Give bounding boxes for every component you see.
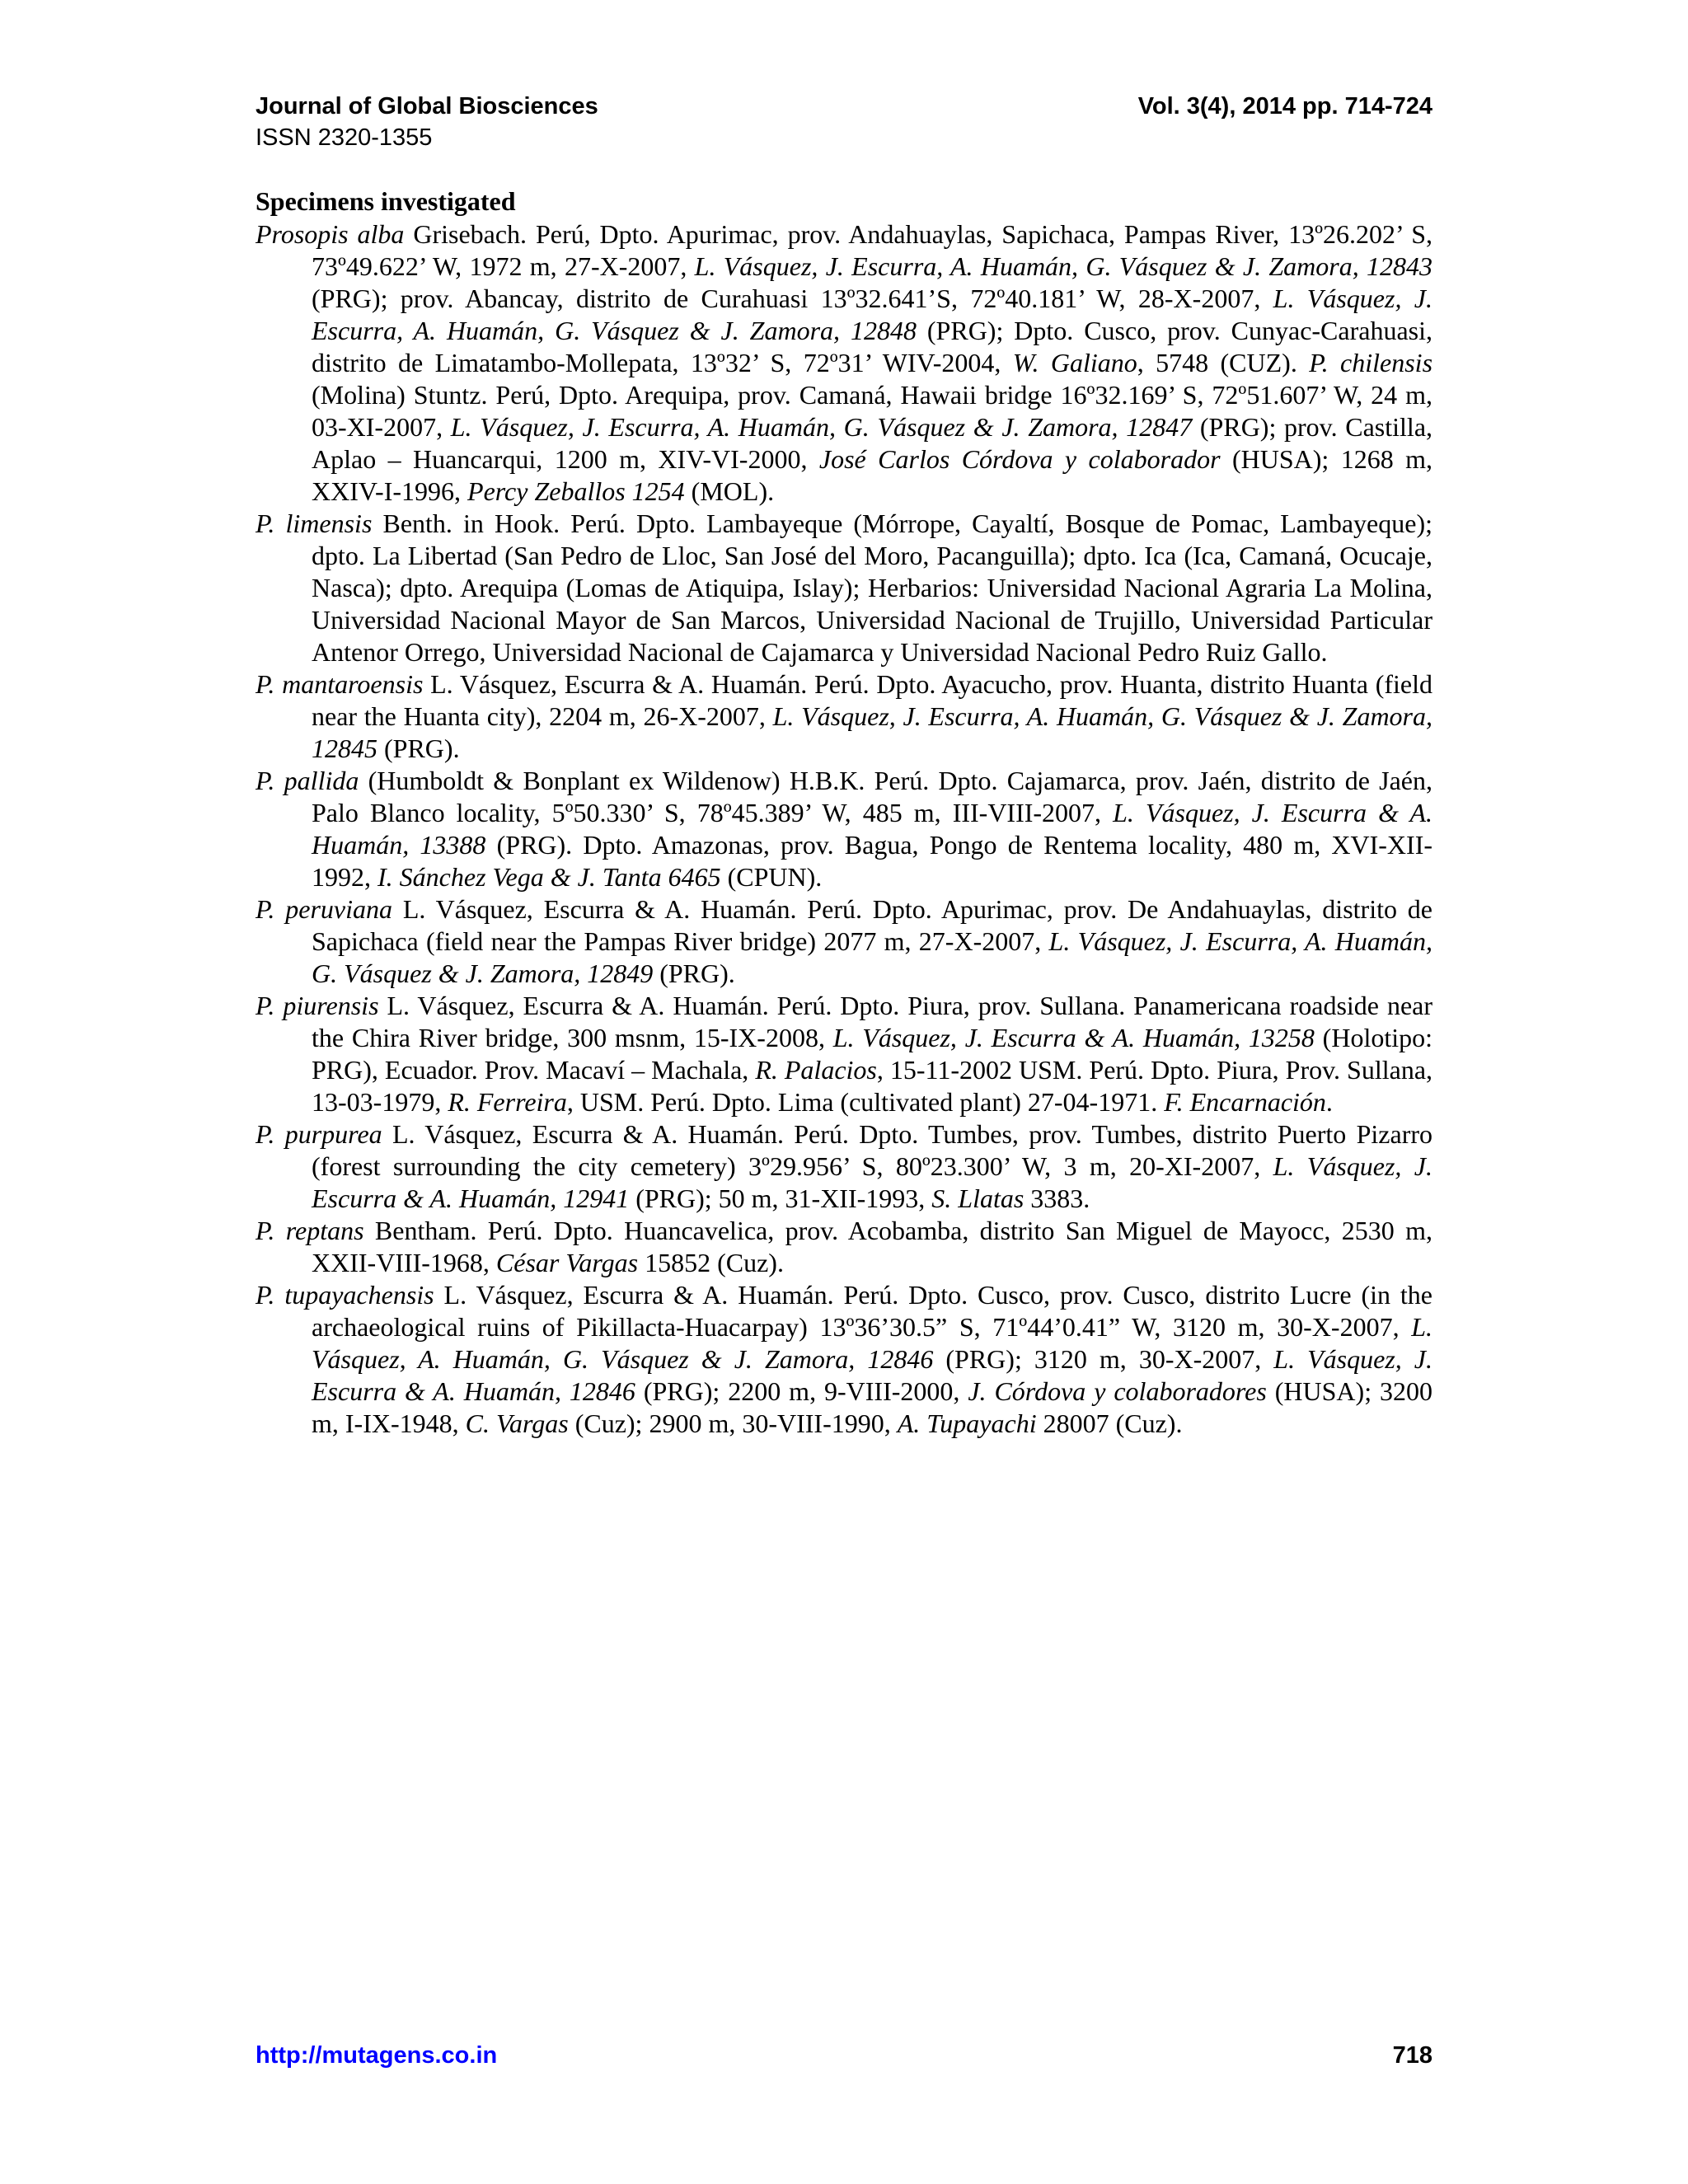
italic-text: P. reptans xyxy=(256,1216,364,1245)
italic-text: L. Vásquez, A. Huamán, G. Vásquez & J. Zamora, 12846 xyxy=(312,1312,1432,1374)
specimen-entry xyxy=(256,990,1432,1118)
italic-text: L. Vásquez, J. Escurra & A. Huamán, 13258 xyxy=(832,1023,1315,1052)
specimen-entry xyxy=(256,893,1432,990)
italic-text: J. Córdova y colaboradores xyxy=(968,1376,1267,1406)
italic-text: P. pallida xyxy=(256,766,359,795)
entry-text: L. Vásquez, Escurra & A. Huamán. Perú. Dpto. Piura, prov. Sullana. Panamericana roadside near the Chira River bridge, 300 msnm, 15-IX-2008, xyxy=(312,991,1433,1052)
entry-text: (PRG); 3120 m, 30-X-2007, xyxy=(933,1344,1274,1374)
italic-text: P. piurensis xyxy=(256,991,379,1020)
entry-text: (Humboldt & Bonplant ex Wildenow) H.B.K. Perú. Dpto. Cajamarca, prov. Jaén, distrito de Jaén, Palo Blanco locality, 5º50.330’ S, 78º45.389’ W, 485 m, III-VIII-2007, xyxy=(312,766,1433,827)
volume-info: Vol. 3(4), 2014 pp. 714-724 xyxy=(1137,93,1432,120)
entry-text: (Cuz); 2900 m, 30-VIII-1990, xyxy=(568,1408,898,1438)
italic-text: P. chilensis xyxy=(1309,348,1433,377)
entry-text: (PRG); Dpto. Cusco, prov. Cunyac-Carahuasi, distrito de Limatambo-Mollepata, 13º32’ S, 72º31’ WIV-2004, xyxy=(312,316,1433,377)
main-content xyxy=(256,185,1432,1440)
entry-text: Grisebach. Perú, Dpto. Apurimac, prov. Andahuaylas, Sapichaca, Pampas River, 13º26.202’ S, 73º49.622’ W, 1972 m, 27-X-2007, xyxy=(312,219,1433,281)
entry-text: Benth. in Hook. Perú. Dpto. Lambayeque (Mórrope, Cayaltí, Bosque de Pomac, Lambayeque); dpto. La Libertad (San Pedro de Lloc, San José del Moro, Pacanguilla); dpto. Ica (Ica, Camaná, Ocucaje, Nasca); dpto. Arequipa (Lomas de Atiquipa, Islay); Herbarios: Universidad Nacional Agraria La Molina, Universidad Nacional Mayor de San Marcos, Universidad Nacional de Trujillo, Universidad Particular Antenor Orrego, Universidad Nacional de Cajamarca y Universidad Nacional Pedro Ruiz Gallo. xyxy=(312,509,1433,667)
italic-text: C. Vargas xyxy=(465,1408,569,1438)
italic-text: L. Vásquez, J. Escurra, A. Huamán, G. Vásquez & J. Zamora, 12849 xyxy=(312,926,1433,988)
entry-text: 3383. xyxy=(1024,1183,1090,1213)
entry-text: (Holotipo: PRG), Ecuador. Prov. Macaví – Machala, xyxy=(312,1023,1432,1085)
header-row xyxy=(256,91,1432,122)
entry-text: (CPUN). xyxy=(720,862,823,892)
entry-text: L. Vásquez, Escurra & A. Huamán. Perú. Dpto. Ayacucho, prov. Huanta, distrito Huanta (field near the Huanta city), 2204 m, 26-X-2007, xyxy=(312,669,1432,731)
entry-text: L. Vásquez, Escurra & A. Huamán. Perú. Dpto. Cusco, prov. Cusco, distrito Lucre (in the archaeological ruins of Pikillacta-Huacarpay) 13º36’30.5” S, 71º44’0.41” W, 3120 m, 30-X-2007, xyxy=(312,1280,1433,1342)
page-footer xyxy=(256,2042,1432,2069)
italic-text: L. Vásquez, J. Escurra, A. Huamán, G. Vásquez & J. Zamora, 12848 xyxy=(312,284,1432,345)
entry-text: (PRG). xyxy=(377,733,460,763)
specimen-entry xyxy=(256,1118,1432,1215)
entry-text: (MOL). xyxy=(684,476,775,506)
specimen-entry xyxy=(256,668,1432,765)
italic-text: I. Sánchez Vega & J. Tanta 6465 xyxy=(377,862,721,892)
entry-text: L. Vásquez, Escurra & A. Huamán. Perú. Dpto. Apurimac, prov. De Andahuaylas, distrito de Sapichaca (field near the Pampas River bridge) 2077 m, 27-X-2007, xyxy=(312,894,1432,956)
specimen-list xyxy=(256,218,1432,1440)
italic-text: José Carlos Córdova y colaborador xyxy=(818,444,1221,474)
italic-text: P. peruviana xyxy=(256,894,392,924)
italic-text: L. Vásquez, J. Escurra & A. Huamán, 13388 xyxy=(312,798,1433,860)
italic-text: L. Vásquez, J. Escurra & A. Huamán, 12941 xyxy=(312,1151,1433,1213)
section-title: Specimens investigated xyxy=(256,186,516,216)
italic-text: P. tupayachensis xyxy=(256,1280,434,1310)
italic-text: P. limensis xyxy=(256,509,373,538)
entry-text: , 5748 (CUZ). xyxy=(1137,348,1310,377)
specimen-entry xyxy=(256,218,1432,508)
italic-text: L. Vásquez, J. Escurra & A. Huamán, 12846 xyxy=(312,1344,1433,1406)
italic-text: César Vargas xyxy=(495,1248,639,1277)
specimen-entry xyxy=(256,1279,1432,1440)
issn: ISSN 2320-1355 xyxy=(256,124,433,151)
italic-text: P. purpurea xyxy=(256,1119,382,1149)
entry-text: 15852 (Cuz). xyxy=(638,1248,784,1277)
italic-text: P. mantaroensis xyxy=(256,669,424,699)
page-number: 718 xyxy=(1392,2042,1432,2069)
entry-text: (PRG); 50 m, 31-XII-1993, xyxy=(629,1183,932,1213)
entry-text: (PRG); 2200 m, 9-VIII-2000, xyxy=(635,1376,968,1406)
entry-text: (PRG). xyxy=(653,958,735,988)
specimen-entry xyxy=(256,765,1432,893)
entry-text: (HUSA); 3200 m, I-IX-1948, xyxy=(312,1376,1433,1438)
entry-text: (Molina) Stuntz. Perú, Dpto. Arequipa, prov. Camaná, Hawaii bridge 16º32.169’ S, 72º51.607’ W, 24 m, 03-XI-2007, xyxy=(312,380,1432,442)
entry-text: . xyxy=(1325,1087,1333,1117)
entry-text: , 15-11-2002 USM. Perú. Dpto. Piura, Prov. Sullana, 13-03-1979, xyxy=(312,1055,1433,1117)
entry-text: Bentham. Perú. Dpto. Huancavelica, prov. Acobamba, distrito San Miguel de Mayocc, 2530 m, XXII-VIII-1968, xyxy=(312,1216,1433,1277)
italic-text: L. Vásquez, J. Escurra, A. Huamán, G. Vásquez & J. Zamora, 12847 xyxy=(450,412,1193,442)
italic-text: A. Tupayachi xyxy=(897,1408,1037,1438)
specimen-entry xyxy=(256,1215,1432,1279)
specimen-entry xyxy=(256,508,1432,668)
entry-text: (PRG); prov. Abancay, distrito de Curahuasi 13º32.641’S, 72º40.181’ W, 28-X-2007, xyxy=(312,284,1273,313)
italic-text: S. Llatas xyxy=(931,1183,1025,1213)
italic-text: Percy Zeballos 1254 xyxy=(467,476,685,506)
page-header xyxy=(256,91,1432,153)
entry-text: , USM. Perú. Dpto. Lima (cultivated plant) 27-04-1971. xyxy=(566,1087,1165,1117)
italic-text: L. Vásquez, J. Escurra, A. Huamán, G. Vásquez & J. Zamora, 12843 xyxy=(694,251,1433,281)
italic-text: R. Ferreira xyxy=(448,1087,567,1117)
entry-text: (PRG). Dpto. Amazonas, prov. Bagua, Pongo de Rentema locality, 480 m, XVI-XII-1992, xyxy=(312,830,1433,892)
entry-text: (PRG); prov. Castilla, Aplao – Huancarqui, 1200 m, XIV-VI-2000, xyxy=(312,412,1433,474)
italic-text: F. Encarnación xyxy=(1164,1087,1326,1117)
italic-text: Prosopis alba xyxy=(256,219,405,249)
journal-title: Journal of Global Biosciences xyxy=(256,93,598,120)
entry-text: 28007 (Cuz). xyxy=(1036,1408,1183,1438)
italic-text: R. Palacios xyxy=(755,1055,877,1085)
italic-text: W. Galiano xyxy=(1012,348,1137,377)
entry-text: (HUSA); 1268 m, XXIV-I-1996, xyxy=(312,444,1433,506)
italic-text: L. Vásquez, J. Escurra, A. Huamán, G. Vásquez & J. Zamora, 12845 xyxy=(312,701,1433,763)
entry-text: L. Vásquez, Escurra & A. Huamán. Perú. Dpto. Tumbes, prov. Tumbes, distrito Puerto Pizarro (forest surrounding the city cemetery) 3º29.956’ S, 80º23.300’ W, 3 m, 20-XI-2007, xyxy=(312,1119,1433,1181)
footer-url[interactable]: http://mutagens.co.in xyxy=(256,2042,498,2069)
